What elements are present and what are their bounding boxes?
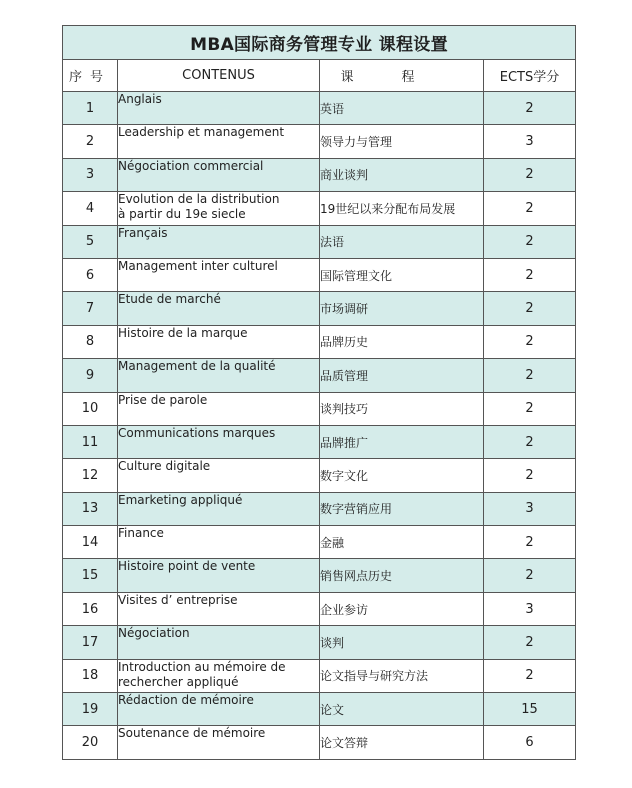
table-row	[63, 125, 576, 158]
table-row	[63, 526, 576, 559]
header-number: 序号	[63, 60, 118, 92]
row-number: 8	[63, 325, 118, 358]
table-row	[63, 592, 576, 625]
row-course-zh: 金融	[320, 526, 484, 559]
row-contents-fr: Français	[118, 225, 320, 258]
row-course-zh: 领导力与管理	[320, 125, 484, 158]
row-contents-fr: Négociation commercial	[118, 158, 320, 191]
row-course-zh: 数字营销应用	[320, 492, 484, 525]
row-course-zh: 论文答辩	[320, 726, 484, 759]
row-ects: 2	[484, 359, 576, 392]
row-course-zh: 论文指导与研究方法	[320, 659, 484, 692]
row-course-zh: 英语	[320, 92, 484, 125]
row-number: 18	[63, 659, 118, 692]
row-ects: 2	[484, 626, 576, 659]
row-course-zh: 商业谈判	[320, 158, 484, 191]
header-course: 课程	[320, 60, 484, 92]
table-row	[63, 425, 576, 458]
row-ects: 2	[484, 92, 576, 125]
row-contents-fr: Histoire point de vente	[118, 559, 320, 592]
row-contents-fr: Leadership et management	[118, 125, 320, 158]
row-number: 12	[63, 459, 118, 492]
header-row	[63, 60, 576, 92]
row-number: 6	[63, 258, 118, 291]
row-contents-fr: Soutenance de mémoire	[118, 726, 320, 759]
row-ects: 2	[484, 158, 576, 191]
row-contents-fr: Culture digitale	[118, 459, 320, 492]
row-contents-fr: Anglais	[118, 92, 320, 125]
table-row	[63, 192, 576, 225]
row-number: 16	[63, 592, 118, 625]
row-contents-fr: Négociation	[118, 626, 320, 659]
table-row	[63, 158, 576, 191]
row-number: 15	[63, 559, 118, 592]
table-row	[63, 392, 576, 425]
row-ects: 2	[484, 292, 576, 325]
row-number: 13	[63, 492, 118, 525]
row-course-zh: 数字文化	[320, 459, 484, 492]
row-course-zh: 企业参访	[320, 592, 484, 625]
table-row	[63, 659, 576, 692]
row-contents-fr: Introduction au mémoire de rechercher appliqué	[118, 659, 320, 692]
course-table	[62, 25, 576, 760]
row-course-zh: 法语	[320, 225, 484, 258]
row-number: 10	[63, 392, 118, 425]
row-ects: 2	[484, 392, 576, 425]
row-course-zh: 品牌推广	[320, 425, 484, 458]
table-row	[63, 693, 576, 726]
row-ects: 3	[484, 125, 576, 158]
table-row	[63, 92, 576, 125]
table-row	[63, 225, 576, 258]
row-number: 4	[63, 192, 118, 225]
row-ects: 2	[484, 225, 576, 258]
row-ects: 2	[484, 325, 576, 358]
table-row	[63, 726, 576, 759]
row-course-zh: 19世纪以来分配布局发展	[320, 192, 484, 225]
course-rows	[63, 92, 576, 760]
row-course-zh: 品质管理	[320, 359, 484, 392]
row-course-zh: 国际管理文化	[320, 258, 484, 291]
row-ects: 3	[484, 492, 576, 525]
row-course-zh: 品牌历史	[320, 325, 484, 358]
table-row	[63, 292, 576, 325]
row-contents-fr: Rédaction de mémoire	[118, 693, 320, 726]
table-row	[63, 559, 576, 592]
row-course-zh: 谈判	[320, 626, 484, 659]
row-ects: 2	[484, 526, 576, 559]
row-contents-fr: Finance	[118, 526, 320, 559]
row-number: 7	[63, 292, 118, 325]
row-contents-fr: Evolution de la distribution à partir du 19e siecle	[118, 192, 320, 225]
header-ects: ECTS学分	[484, 60, 576, 92]
row-contents-fr: Histoire de la marque	[118, 325, 320, 358]
row-contents-fr: Management de la qualité	[118, 359, 320, 392]
row-course-zh: 谈判技巧	[320, 392, 484, 425]
row-contents-fr: Emarketing appliqué	[118, 492, 320, 525]
row-ects: 2	[484, 459, 576, 492]
row-number: 14	[63, 526, 118, 559]
row-number: 19	[63, 693, 118, 726]
table-row	[63, 626, 576, 659]
row-number: 1	[63, 92, 118, 125]
row-contents-fr: Visites d’ entreprise	[118, 592, 320, 625]
table-row	[63, 492, 576, 525]
row-contents-fr: Prise de parole	[118, 392, 320, 425]
table-row	[63, 359, 576, 392]
row-course-zh: 销售网点历史	[320, 559, 484, 592]
row-number: 3	[63, 158, 118, 191]
table-title: MBA国际商务管理专业 课程设置	[63, 26, 576, 60]
header-contents: CONTENUS	[118, 60, 320, 92]
row-course-zh: 论文	[320, 693, 484, 726]
table-row	[63, 459, 576, 492]
row-number: 5	[63, 225, 118, 258]
row-ects: 2	[484, 559, 576, 592]
table-row	[63, 325, 576, 358]
row-contents-fr: Communications marques	[118, 425, 320, 458]
row-course-zh: 市场调研	[320, 292, 484, 325]
row-ects: 2	[484, 659, 576, 692]
row-number: 9	[63, 359, 118, 392]
row-contents-fr: Management inter culturel	[118, 258, 320, 291]
table-row	[63, 258, 576, 291]
row-number: 11	[63, 425, 118, 458]
row-ects: 2	[484, 425, 576, 458]
row-ects: 15	[484, 693, 576, 726]
row-contents-fr: Etude de marché	[118, 292, 320, 325]
row-ects: 2	[484, 192, 576, 225]
row-ects: 2	[484, 258, 576, 291]
row-number: 20	[63, 726, 118, 759]
row-number: 2	[63, 125, 118, 158]
row-number: 17	[63, 626, 118, 659]
row-ects: 3	[484, 592, 576, 625]
row-ects: 6	[484, 726, 576, 759]
